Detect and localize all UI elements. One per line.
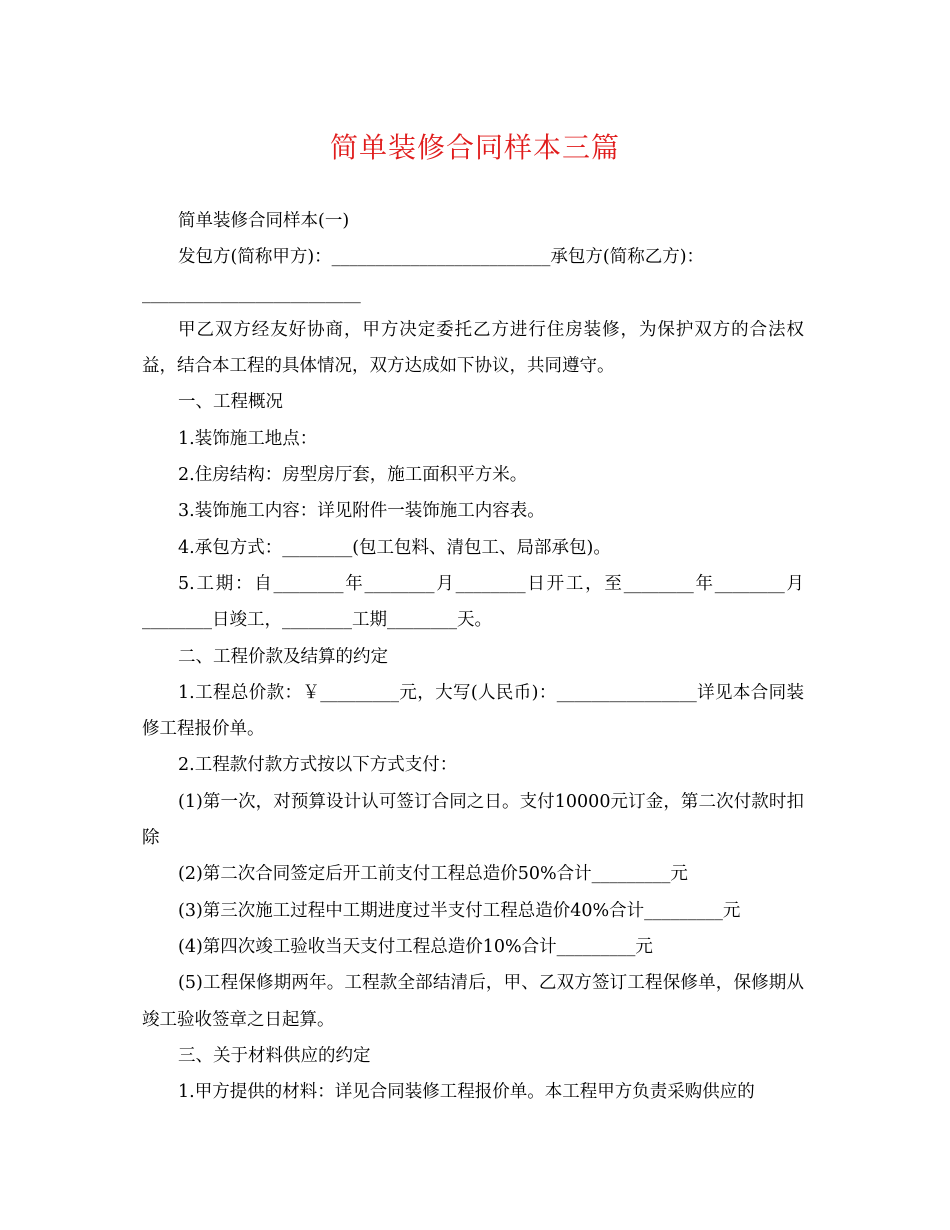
- clause-1-5: 5.工期：自________年________月________日开工，至________年________月________日竣工，________工期________天。: [142, 573, 804, 631]
- clause-1-1: 1.装饰施工地点：: [178, 428, 318, 449]
- payment-item-5: (5)工程保修期两年。工程款全部结清后，甲、乙双方签订工程保修单，保修期从竣工验收签章之日起算。: [142, 973, 804, 1030]
- clause-2-1: 1.工程总价款：￥_________元，大写(人民币)：________________详见本合同装修工程报价单。: [142, 682, 804, 740]
- section-heading-3: 三、关于材料供应的约定: [178, 1045, 371, 1066]
- clause-2-2: 2.工程款付款方式按以下方式支付：: [178, 755, 458, 776]
- payment-item-1: (1)第一次，对预算设计认可签订合同之日。支付10000元订金，第二次付款时扣除: [142, 791, 804, 849]
- section-subtitle: 简单装修合同样本(一): [178, 211, 350, 231]
- section-heading-1: 一、工程概况: [178, 392, 283, 413]
- party-blank-line: _________________________: [142, 283, 361, 304]
- clause-1-4: 4.承包方式：________(包工包料、清包工、局部承包)。: [178, 537, 611, 558]
- party-line: 发包方(简称甲方)：_________________________承包方(简称乙方)：: [178, 247, 705, 268]
- section-heading-2: 二、工程价款及结算的约定: [178, 646, 388, 667]
- payment-item-3: (3)第三次施工过程中工期进度过半支付工程总造价40%合计_________元: [178, 900, 741, 921]
- clause-1-3: 3.装饰施工内容：详见附件一装饰施工内容表。: [178, 501, 545, 522]
- payment-item-4: (4)第四次竣工验收当天支付工程总造价10%合计_________元: [178, 936, 653, 957]
- document-title: 简单装修合同样本三篇: [329, 131, 620, 164]
- intro-paragraph: 甲乙双方经友好协商，甲方决定委托乙方进行住房装修，为保护双方的合法权益，结合本工程的具体情况，双方达成如下协议，共同遵守。: [142, 319, 804, 377]
- document-body: [142, 203, 804, 1110]
- clause-1-2: 2.住房结构：房型房厅套，施工面积平方米。: [178, 465, 528, 486]
- payment-item-2: (2)第二次合同签定后开工前支付工程总造价50%合计_________元: [178, 864, 688, 885]
- clause-3-1: 1.甲方提供的材料：详见合同装修工程报价单。本工程甲方负责采购供应的: [178, 1082, 755, 1103]
